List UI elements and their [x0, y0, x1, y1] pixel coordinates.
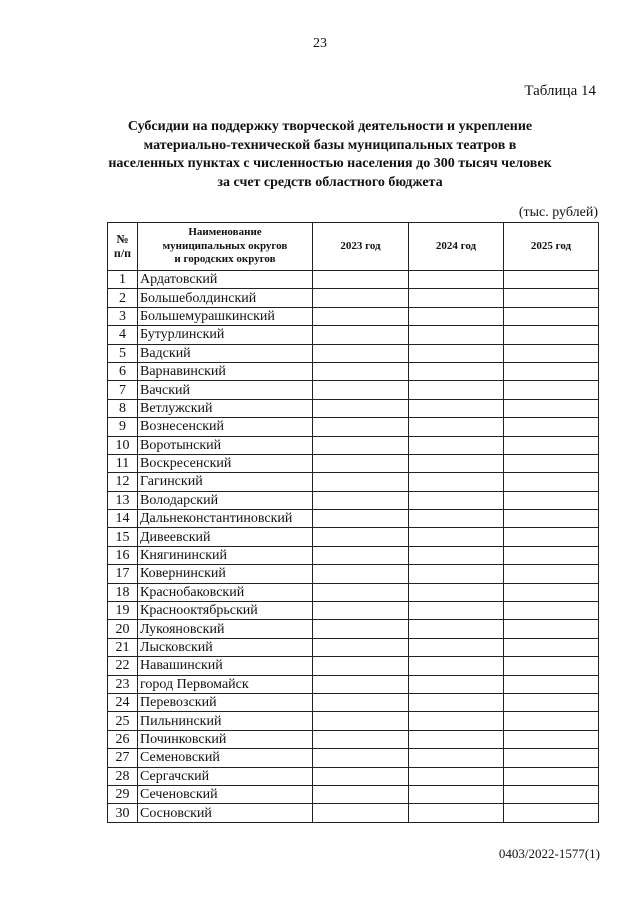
cell-2023 — [313, 418, 409, 436]
row-name: Бутурлинский — [138, 326, 313, 344]
cell-2024 — [409, 381, 504, 399]
table-row — [108, 693, 599, 711]
table-body — [108, 271, 599, 823]
row-name: Варнавинский — [138, 362, 313, 380]
row-name: Сеченовский — [138, 785, 313, 803]
cell-2024 — [409, 454, 504, 472]
row-number: 12 — [108, 473, 138, 491]
cell-2024 — [409, 730, 504, 748]
cell-2023 — [313, 620, 409, 638]
table-row — [108, 454, 599, 472]
cell-2023 — [313, 399, 409, 417]
cell-2025 — [504, 362, 599, 380]
cell-2023 — [313, 804, 409, 822]
cell-2024 — [409, 326, 504, 344]
cell-2024 — [409, 565, 504, 583]
cell-2023 — [313, 675, 409, 693]
title-line: материально-технической базы муниципальных театров в — [143, 137, 517, 153]
cell-2023 — [313, 289, 409, 307]
row-number: 7 — [108, 381, 138, 399]
row-name: Вознесенский — [138, 418, 313, 436]
table-row — [108, 583, 599, 601]
cell-2025 — [504, 344, 599, 362]
cell-2025 — [504, 583, 599, 601]
row-name: Володарский — [138, 491, 313, 509]
row-name: Навашинский — [138, 657, 313, 675]
row-number: 4 — [108, 326, 138, 344]
cell-2023 — [313, 344, 409, 362]
cell-2025 — [504, 657, 599, 675]
cell-2023 — [313, 785, 409, 803]
cell-2023 — [313, 510, 409, 528]
cell-2023 — [313, 693, 409, 711]
header-number — [108, 223, 138, 271]
table-row — [108, 767, 599, 785]
cell-2023 — [313, 473, 409, 491]
table-row — [108, 638, 599, 656]
table-row — [108, 436, 599, 454]
table-row — [108, 730, 599, 748]
row-name: Пильнинский — [138, 712, 313, 730]
page-number: 23 — [313, 36, 327, 51]
cell-2024 — [409, 583, 504, 601]
table-row — [108, 307, 599, 325]
cell-2025 — [504, 712, 599, 730]
row-number: 26 — [108, 730, 138, 748]
cell-2024 — [409, 657, 504, 675]
row-name: Починковский — [138, 730, 313, 748]
row-name: Княгининский — [138, 546, 313, 564]
header-number-symbol: № — [116, 232, 129, 246]
table-row — [108, 546, 599, 564]
row-name: Ветлужский — [138, 399, 313, 417]
cell-2023 — [313, 307, 409, 325]
cell-2024 — [409, 785, 504, 803]
cell-2025 — [504, 620, 599, 638]
cell-2024 — [409, 620, 504, 638]
row-name: Воротынский — [138, 436, 313, 454]
row-number: 28 — [108, 767, 138, 785]
cell-2025 — [504, 436, 599, 454]
cell-2024 — [409, 749, 504, 767]
cell-2023 — [313, 749, 409, 767]
row-number: 2 — [108, 289, 138, 307]
row-number: 14 — [108, 510, 138, 528]
row-number: 1 — [108, 271, 138, 289]
title-line: за счет средств областного бюджета — [217, 174, 443, 190]
row-number: 25 — [108, 712, 138, 730]
cell-2024 — [409, 638, 504, 656]
cell-2023 — [313, 638, 409, 656]
cell-2025 — [504, 491, 599, 509]
row-number: 8 — [108, 399, 138, 417]
cell-2023 — [313, 271, 409, 289]
row-number: 22 — [108, 657, 138, 675]
header-name-line: муниципальных округов — [162, 239, 288, 252]
row-number: 15 — [108, 528, 138, 546]
row-name: Сергачский — [138, 767, 313, 785]
table-row — [108, 620, 599, 638]
table-row — [108, 344, 599, 362]
row-number: 13 — [108, 491, 138, 509]
units-note: (тыс. рублей) — [518, 205, 598, 220]
row-name: Перевозский — [138, 693, 313, 711]
cell-2025 — [504, 326, 599, 344]
table-row — [108, 565, 599, 583]
cell-2025 — [504, 418, 599, 436]
header-name-line: Наименование — [188, 226, 262, 239]
row-name: Лысковский — [138, 638, 313, 656]
table-row — [108, 510, 599, 528]
cell-2024 — [409, 804, 504, 822]
cell-2025 — [504, 546, 599, 564]
header-2025: 2025 год — [504, 223, 599, 271]
row-name: Дальнеконстантиновский — [138, 510, 313, 528]
cell-2024 — [409, 546, 504, 564]
row-name: Дивеевский — [138, 528, 313, 546]
table-row — [108, 418, 599, 436]
title-line: Субсидии на поддержку творческой деятельности и укрепление — [127, 119, 533, 134]
document-title — [60, 118, 600, 192]
row-number: 3 — [108, 307, 138, 325]
document-code: 0403/2022-1577(1) — [498, 846, 600, 861]
table-row — [108, 749, 599, 767]
row-number: 16 — [108, 546, 138, 564]
cell-2024 — [409, 510, 504, 528]
cell-2024 — [409, 289, 504, 307]
table-row — [108, 326, 599, 344]
row-number: 18 — [108, 583, 138, 601]
cell-2024 — [409, 528, 504, 546]
cell-2024 — [409, 399, 504, 417]
cell-2025 — [504, 804, 599, 822]
row-name: Краснобаковский — [138, 583, 313, 601]
cell-2023 — [313, 528, 409, 546]
cell-2025 — [504, 638, 599, 656]
row-name: город Первомайск — [138, 675, 313, 693]
cell-2024 — [409, 418, 504, 436]
cell-2025 — [504, 381, 599, 399]
cell-2024 — [409, 307, 504, 325]
row-number: 6 — [108, 362, 138, 380]
cell-2025 — [504, 454, 599, 472]
cell-2023 — [313, 712, 409, 730]
header-name — [138, 223, 313, 271]
cell-2024 — [409, 473, 504, 491]
table-row — [108, 399, 599, 417]
table-row — [108, 491, 599, 509]
cell-2025 — [504, 785, 599, 803]
cell-2023 — [313, 362, 409, 380]
cell-2025 — [504, 271, 599, 289]
cell-2023 — [313, 491, 409, 509]
cell-2025 — [504, 602, 599, 620]
row-number: 24 — [108, 693, 138, 711]
table-row — [108, 712, 599, 730]
row-name: Вадский — [138, 344, 313, 362]
table-header-row — [108, 223, 599, 271]
table-row — [108, 602, 599, 620]
cell-2024 — [409, 693, 504, 711]
cell-2024 — [409, 436, 504, 454]
table-row — [108, 657, 599, 675]
table-row — [108, 362, 599, 380]
cell-2025 — [504, 749, 599, 767]
cell-2024 — [409, 271, 504, 289]
cell-2025 — [504, 730, 599, 748]
header-2024: 2024 год — [409, 223, 504, 271]
row-number: 29 — [108, 785, 138, 803]
cell-2025 — [504, 307, 599, 325]
subsidy-table — [107, 222, 599, 823]
cell-2024 — [409, 712, 504, 730]
cell-2025 — [504, 510, 599, 528]
cell-2025 — [504, 399, 599, 417]
cell-2025 — [504, 289, 599, 307]
cell-2023 — [313, 730, 409, 748]
row-name: Гагинский — [138, 473, 313, 491]
row-name: Большемурашкинский — [138, 307, 313, 325]
row-name: Сосновский — [138, 804, 313, 822]
table-label: Таблица 14 — [524, 83, 596, 99]
cell-2025 — [504, 565, 599, 583]
cell-2024 — [409, 491, 504, 509]
row-number: 20 — [108, 620, 138, 638]
cell-2025 — [504, 767, 599, 785]
cell-2023 — [313, 381, 409, 399]
table-row — [108, 785, 599, 803]
cell-2024 — [409, 344, 504, 362]
table-row — [108, 381, 599, 399]
cell-2023 — [313, 565, 409, 583]
row-name: Воскресенский — [138, 454, 313, 472]
table-row — [108, 528, 599, 546]
header-2023: 2023 год — [313, 223, 409, 271]
cell-2025 — [504, 528, 599, 546]
row-number: 21 — [108, 638, 138, 656]
table-row — [108, 675, 599, 693]
cell-2025 — [504, 473, 599, 491]
row-number: 27 — [108, 749, 138, 767]
row-number: 19 — [108, 602, 138, 620]
row-name: Семеновский — [138, 749, 313, 767]
cell-2024 — [409, 767, 504, 785]
row-number: 30 — [108, 804, 138, 822]
cell-2025 — [504, 693, 599, 711]
table-row — [108, 804, 599, 822]
row-name: Вачский — [138, 381, 313, 399]
cell-2024 — [409, 362, 504, 380]
header-name-line: и городских округов — [174, 253, 276, 266]
cell-2023 — [313, 657, 409, 675]
cell-2023 — [313, 767, 409, 785]
table-row — [108, 289, 599, 307]
row-name: Лукояновский — [138, 620, 313, 638]
row-number: 23 — [108, 675, 138, 693]
row-number: 5 — [108, 344, 138, 362]
cell-2023 — [313, 326, 409, 344]
cell-2023 — [313, 602, 409, 620]
table-row — [108, 473, 599, 491]
cell-2024 — [409, 675, 504, 693]
row-name: Ардатовский — [138, 271, 313, 289]
cell-2023 — [313, 583, 409, 601]
row-number: 11 — [108, 454, 138, 472]
row-name: Ковернинский — [138, 565, 313, 583]
row-number: 17 — [108, 565, 138, 583]
title-line: населенных пунктах с численностью населения до 300 тысяч человек — [108, 156, 552, 171]
cell-2023 — [313, 546, 409, 564]
row-name: Краснооктябрьский — [138, 602, 313, 620]
table-row — [108, 271, 599, 289]
header-number-abbr: п/п — [113, 245, 132, 260]
row-number: 9 — [108, 418, 138, 436]
row-name: Большеболдинский — [138, 289, 313, 307]
cell-2024 — [409, 602, 504, 620]
cell-2025 — [504, 675, 599, 693]
cell-2023 — [313, 454, 409, 472]
cell-2023 — [313, 436, 409, 454]
row-number: 10 — [108, 436, 138, 454]
